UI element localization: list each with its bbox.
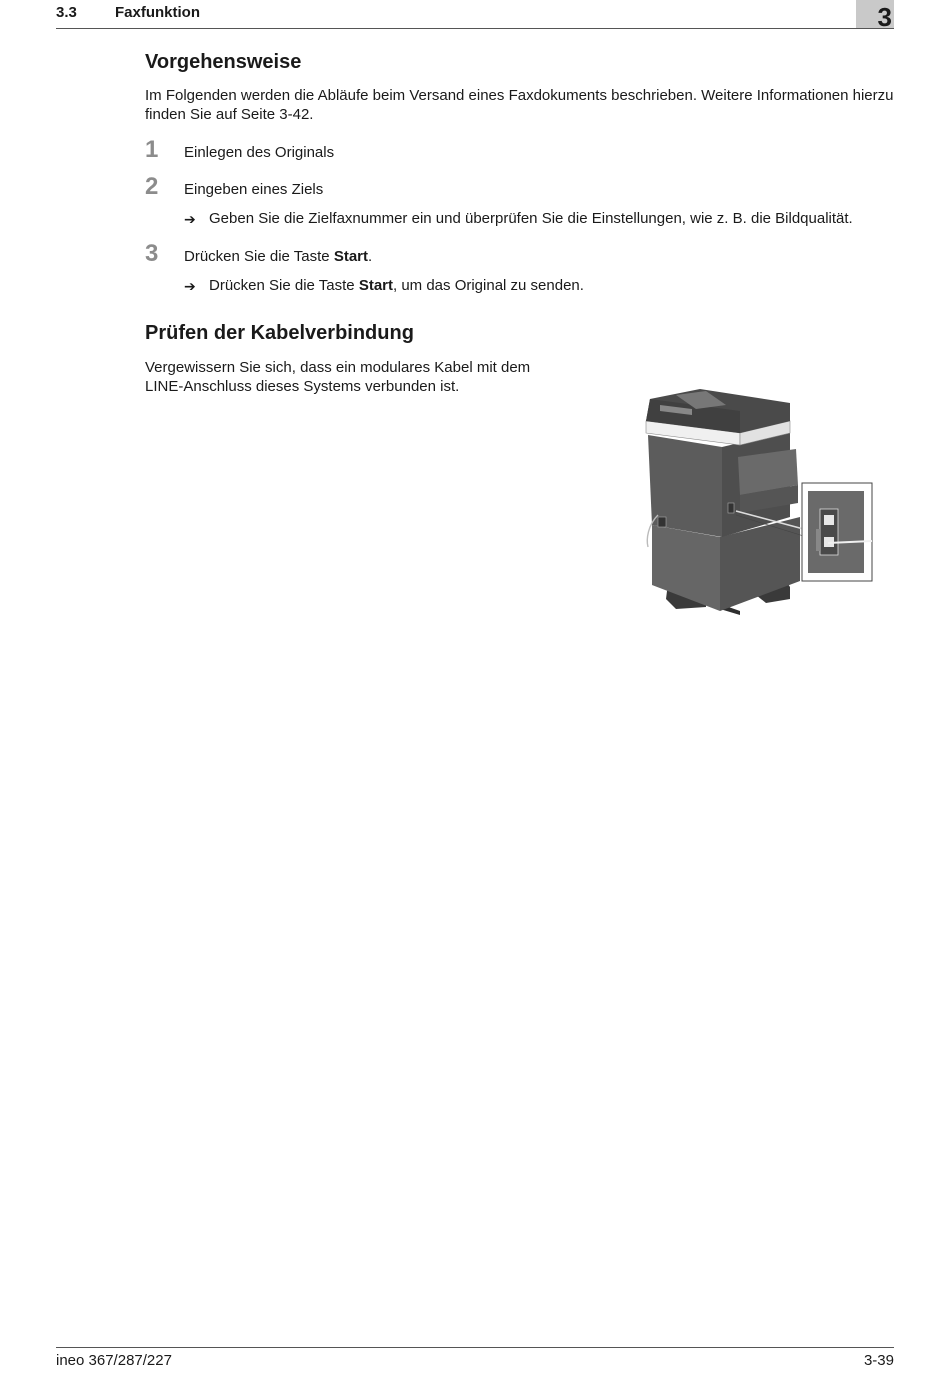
procedure-heading: Vorgehensweise: [145, 51, 302, 73]
step-number: 2: [145, 173, 159, 200]
start-key-label: Start: [333, 248, 368, 265]
page-number: 3-39: [863, 1352, 894, 1369]
mfp-line-port-illustration: [640, 385, 880, 617]
step-instruction: Drücken Sie die Taste Start, um das Original zu senden.: [209, 277, 584, 294]
cable-check-heading: Prüfen der Kabelverbindung: [145, 322, 414, 344]
step-text: Einlegen des Originals: [184, 144, 335, 161]
header-rule: [56, 28, 894, 29]
step-instruction: Geben Sie die Zielfaxnummer ein und überprüfen Sie die Einstellungen, wie z. B. die Bildqualität.: [209, 210, 853, 227]
step-number: 1: [145, 136, 159, 163]
step-number: 3: [145, 240, 159, 267]
section-title: Faxfunktion: [115, 4, 200, 21]
footer-rule: [56, 1347, 894, 1348]
arrow-icon: ➔: [184, 211, 196, 227]
step-text: Drücken Sie die Taste Start.: [184, 248, 373, 265]
footer-model: ineo 367/287/227: [56, 1352, 172, 1369]
cable-check-text: Vergewissern Sie sich, dass ein modulares Kabel mit dem LINE-Anschluss dieses Systems verbunden ist.: [145, 359, 531, 395]
start-key-label: Start: [358, 277, 393, 294]
procedure-intro: Im Folgenden werden die Abläufe beim Versand eines Faxdokuments beschrieben. Weitere Informationen hierzu finden Sie auf Seite 3-42.: [145, 87, 894, 123]
step-text: Eingeben eines Ziels: [184, 181, 324, 198]
section-number: 3.3: [56, 4, 77, 21]
arrow-icon: ➔: [184, 278, 196, 294]
chapter-tab: 3: [856, 0, 894, 28]
